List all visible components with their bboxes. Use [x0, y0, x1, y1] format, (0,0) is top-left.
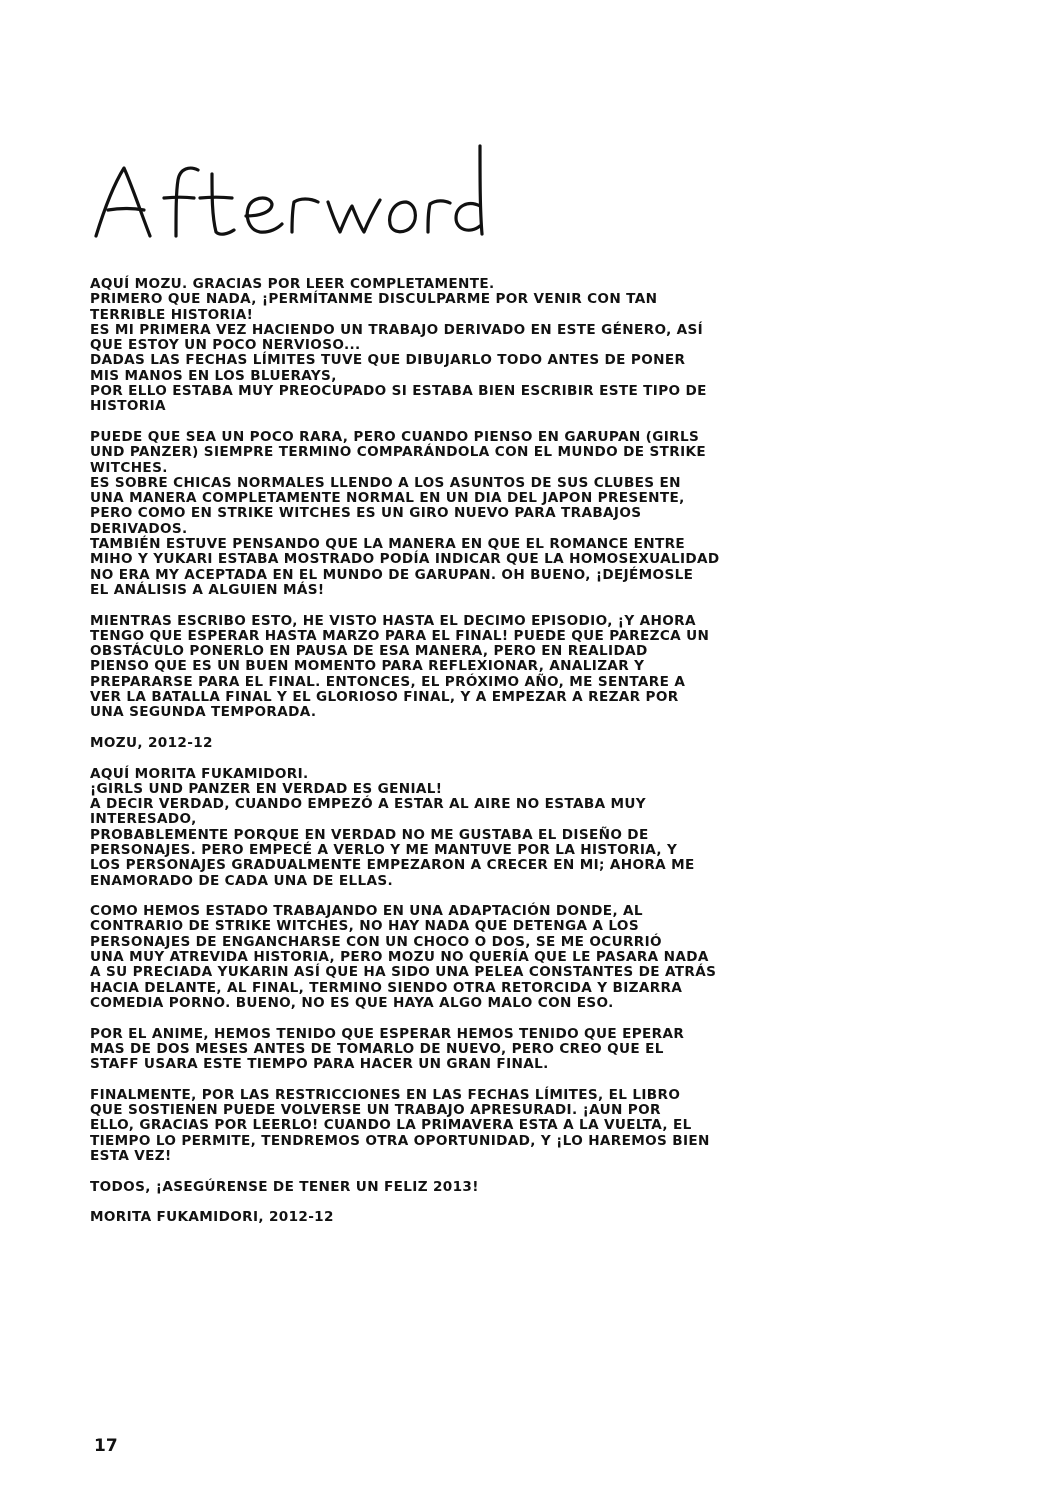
paragraph-line: ¡GIRLS UND PANZER EN VERDAD ES GENIAL! [90, 780, 443, 797]
paragraph-line: TENGO QUE ESPERAR HASTA MARZO PARA EL FINAL! PUEDE QUE PAREZCA UN [90, 627, 710, 644]
paragraph-line: MIHO Y YUKARI ESTABA MOSTRADO PODÍA INDICAR QUE LA HOMOSEXUALIDAD [90, 551, 720, 568]
paragraph-line: INTERESADO, [90, 811, 197, 828]
paragraph-line: PROBABLEMENTE PORQUE EN VERDAD NO ME GUSTABA EL DISEÑO DE [90, 826, 649, 843]
paragraph-line: FINALMENTE, POR LAS RESTRICCIONES EN LAS FECHAS LÍMITES, EL LIBRO [90, 1086, 681, 1103]
paragraph-line: DERIVADOS. [90, 520, 188, 537]
paragraph-line: VER LA BATALLA FINAL Y EL GLORIOSO FINAL, Y A EMPEZAR A REZAR POR [90, 689, 679, 706]
paragraph-line: ELLO, GRACIAS POR LEERLO! CUANDO LA PRIMAVERA ESTA A LA VUELTA, EL [90, 1117, 692, 1134]
afterword-title [88, 140, 488, 250]
paragraph-line: QUE SOSTIENEN PUEDE VOLVERSE UN TRABAJO APRESURADI. ¡AUN POR [90, 1102, 661, 1119]
paragraph-line: ENAMORADO DE CADA UNA DE ELLAS. [90, 872, 394, 889]
paragraph [90, 1210, 780, 1225]
paragraph [90, 277, 780, 415]
paragraph-line: LOS PERSONAJES GRADUALMENTE EMPEZARON A CRECER EN MI; AHORA ME [90, 857, 695, 874]
paragraph [90, 904, 780, 1011]
paragraph-line: EL ANÁLISIS A ALGUIEN MÁS! [90, 581, 325, 598]
paragraph-line: OBSTÁCULO PONERLO EN PAUSA DE ESA MANERA, PERO EN REALIDAD [90, 643, 648, 660]
paragraph-line: MAS DE DOS MESES ANTES DE TOMARLO DE NUEVO, PERO CREO QUE EL [90, 1040, 664, 1057]
paragraph-line: STAFF USARA ESTE TIEMPO PARA HACER UN GRAN FINAL. [90, 1056, 549, 1073]
paragraph-line: PIENSO QUE ES UN BUEN MOMENTO PARA REFLEXIONAR, ANALIZAR Y [90, 658, 645, 675]
paragraph-line: MIS MANOS EN LOS BLUERAYS, [90, 367, 337, 384]
paragraph-line: A DECIR VERDAD, CUANDO EMPEZÓ A ESTAR AL AIRE NO ESTABA MUY [90, 796, 646, 813]
paragraph-line: ES SOBRE CHICAS NORMALES LLENDO A LOS ASUNTOS DE SUS CLUBES EN [90, 474, 681, 491]
paragraph-line: UNA SEGUNDA TEMPORADA. [90, 704, 317, 721]
paragraph-line: AQUÍ MORITA FUKAMIDORI. [90, 765, 309, 782]
page-number: 17 [94, 1436, 118, 1456]
paragraph-line: MOZU, 2012-12 [90, 734, 213, 751]
paragraph [90, 1027, 780, 1073]
afterword-title-lettering [88, 140, 488, 250]
paragraph-line: PRIMERO QUE NADA, ¡PERMÍTANME DISCULPARME POR VENIR CON TAN [90, 291, 658, 308]
paragraph [90, 430, 780, 598]
paragraph-line: PERO COMO EN STRIKE WITCHES ES UN GIRO NUEVO PARA TRABAJOS [90, 505, 642, 522]
paragraph-line: TAMBIÉN ESTUVE PENSANDO QUE LA MANERA EN QUE EL ROMANCE ENTRE [90, 536, 686, 553]
paragraph-line: AQUÍ MOZU. GRACIAS POR LEER COMPLETAMENTE. [90, 276, 495, 292]
paragraph-line: NO ERA MY ACEPTADA EN EL MUNDO DE GARUPAN. OH BUENO, ¡DEJÉMOSLE [90, 566, 694, 583]
paragraph [90, 614, 780, 721]
paragraph-line: PUEDE QUE SEA UN POCO RARA, PERO CUANDO PIENSO EN GARUPAN (GIRLS [90, 428, 700, 445]
paragraph-line: DADAS LAS FECHAS LÍMITES TUVE QUE DIBUJARLO TODO ANTES DE PONER [90, 352, 686, 369]
paragraph-line: MORITA FUKAMIDORI, 2012-12 [90, 1209, 334, 1226]
paragraph-line: MIENTRAS ESCRIBO ESTO, HE VISTO HASTA EL DECIMO EPISODIO, ¡Y AHORA [90, 612, 696, 629]
paragraph-line: PERSONAJES DE ENGANCHARSE CON UN CHOCO O DOS, SE ME OCURRIÓ [90, 933, 662, 950]
paragraph-line: HACIA DELANTE, AL FINAL, TERMINO SIENDO OTRA RETORCIDA Y BIZARRA [90, 979, 683, 996]
paragraph-line: TIEMPO LO PERMITE, TENDREMOS OTRA OPORTUNIDAD, Y ¡LO HAREMOS BIEN [90, 1132, 710, 1149]
afterword-body [90, 277, 780, 1241]
paragraph-line: CONTRARIO DE STRIKE WITCHES, NO HAY NADA QUE DETENGA A LOS [90, 918, 639, 935]
paragraph-line: POR ELLO ESTABA MUY PREOCUPADO SI ESTABA BIEN ESCRIBIR ESTE TIPO DE [90, 383, 707, 400]
paragraph-line: ESTA VEZ! [90, 1147, 172, 1164]
paragraph-line: POR EL ANIME, HEMOS TENIDO QUE ESPERAR HEMOS TENIDO QUE EPERAR [90, 1025, 685, 1042]
paragraph-line: TODOS, ¡ASEGÚRENSE DE TENER UN FELIZ 2013! [90, 1178, 479, 1195]
paragraph-line: UNA MUY ATREVIDA HISTORIA, PERO MOZU NO QUERÍA QUE LE PASARA NADA [90, 949, 709, 966]
paragraph [90, 767, 780, 889]
paragraph-line: COMO HEMOS ESTADO TRABAJANDO EN UNA ADAPTACIÓN DONDE, AL [90, 903, 643, 920]
paragraph-line: HISTORIA [90, 398, 166, 415]
paragraph-line: ES MI PRIMERA VEZ HACIENDO UN TRABAJO DERIVADO EN ESTE GÉNERO, ASÍ [90, 321, 704, 338]
paragraph [90, 1180, 780, 1195]
paragraph-line: PERSONAJES. PERO EMPECÉ A VERLO Y ME MANTUVE POR LA HISTORIA, Y [90, 841, 678, 858]
paragraph-line: COMEDIA PORNO. BUENO, NO ES QUE HAYA ALGO MALO CON ESO. [90, 994, 614, 1011]
paragraph-line: TERRIBLE HISTORIA! [90, 306, 254, 323]
paragraph-line: UND PANZER) SIEMPRE TERMINO COMPARÁNDOLA CON EL MUNDO DE STRIKE [90, 444, 706, 461]
paragraph-line: WITCHES. [90, 459, 168, 476]
paragraph-line: QUE ESTOY UN POCO NERVIOSO... [90, 337, 361, 354]
paragraph-line: UNA MANERA COMPLETAMENTE NORMAL EN UN DIA DEL JAPON PRESENTE, [90, 490, 685, 507]
paragraph-line: A SU PRECIADA YUKARIN ASÍ QUE HA SIDO UNA PELEA CONSTANTES DE ATRÁS [90, 964, 717, 981]
paragraph [90, 736, 780, 751]
paragraph [90, 1088, 780, 1164]
paragraph-line: PREPARARSE PARA EL FINAL. ENTONCES, EL PRÓXIMO AÑO, ME SENTARE A [90, 673, 686, 690]
